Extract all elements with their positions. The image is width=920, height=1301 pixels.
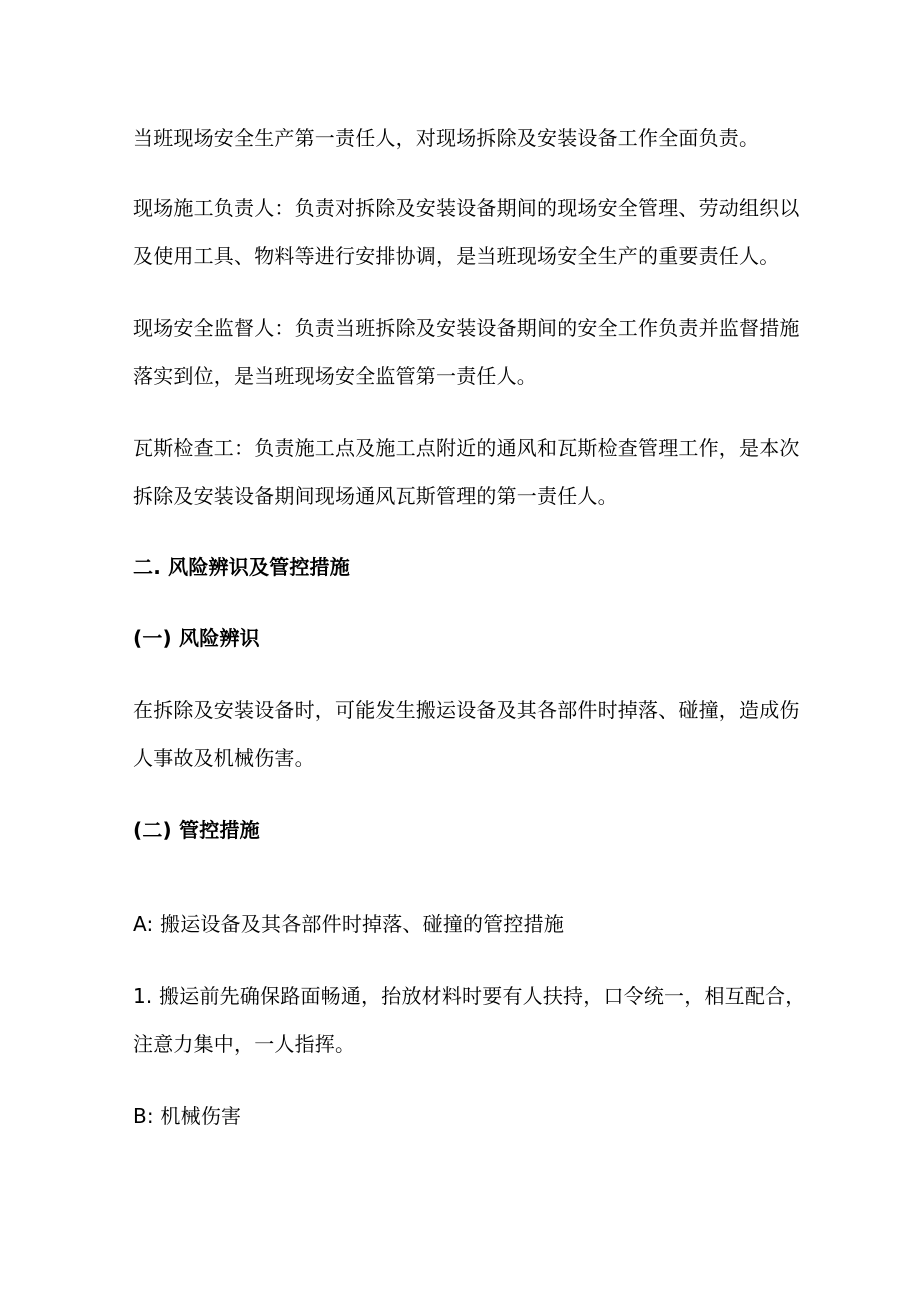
paragraph-item-1-line-1: 1. 搬运前先确保路面畅通，抬放材料时要有人扶持，口令统一，相互配合， [133,984,806,1008]
subheading-control-measures: (二) 管控措施 [133,818,260,842]
paragraph-site-leader-line-2: 及使用工具、物料等进行安排协调，是当班现场安全生产的重要责任人。 [133,244,780,268]
paragraph-gas-inspector-line-1: 瓦斯检查工：负责施工点及施工点附近的通风和瓦斯检查管理工作，是本次 [133,436,800,460]
paragraph-risk-description-line-2: 人事故及机械伤害。 [133,746,315,770]
paragraph-risk-description-line-1: 在拆除及安装设备时，可能发生搬运设备及其各部件时掉落、碰撞，造成伤 [133,698,800,722]
paragraph-item-1-line-2: 注意力集中，一人指挥。 [133,1032,356,1056]
subheading-risk-identification: (一) 风险辨识 [133,626,260,650]
paragraph-safety-supervisor-line-1: 现场安全监督人：负责当班拆除及安装设备期间的安全工作负责并监督措施 [133,316,800,340]
paragraph-safety-supervisor-line-2: 落实到位，是当班现场安全监管第一责任人。 [133,364,537,388]
paragraph-site-leader-line-1: 现场施工负责人：负责对拆除及安装设备期间的现场安全管理、劳动组织以 [133,196,800,220]
paragraph-gas-inspector-line-2: 拆除及安装设备期间现场通风瓦斯管理的第一责任人。 [133,484,618,508]
paragraph-first-responsible: 当班现场安全生产第一责任人，对现场拆除及安装设备工作全面负责。 [133,126,760,150]
paragraph-measure-b: B: 机械伤害 [133,1104,242,1128]
paragraph-measure-a: A: 搬运设备及其各部件时掉落、碰撞的管控措施 [133,912,565,936]
section-heading-risk-control: 二. 风险辨识及管控措施 [133,555,350,579]
